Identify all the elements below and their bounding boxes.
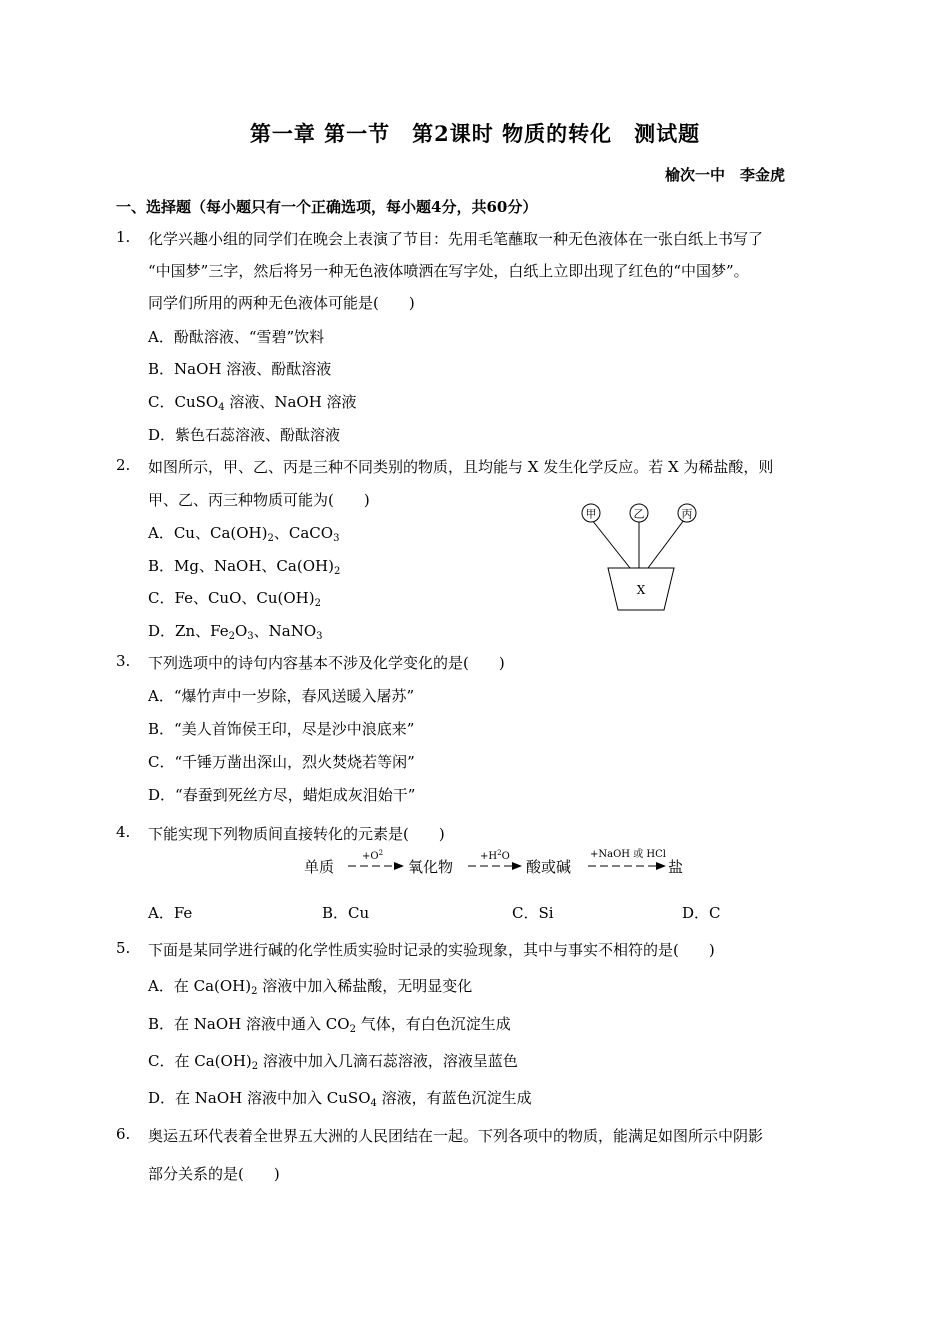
option-a: A．Fe	[148, 904, 193, 922]
option-c: C．在 $Ca(OH)_2$ 溶液中加入几滴石蕊溶液，溶液呈蓝色	[148, 1052, 518, 1072]
option-d: D．在 NaOH 溶液中加入 CuSO$_4$ 溶液，有蓝色沉淀生成	[148, 1089, 532, 1109]
question-number: 2.	[116, 456, 131, 474]
question-text: 同学们所用的两种无色液体可能是( )	[148, 294, 415, 312]
connector-line	[648, 520, 684, 568]
author: 榆次一中 李金虎	[665, 166, 786, 184]
option-c: C．Fe、CuO、$Cu(OH)_2$	[148, 589, 321, 609]
question-text: 部分关系的是( )	[148, 1165, 280, 1183]
question-text: “中国梦”三字，然后将另一种无色液体喷洒在写字处，白纸上立即出现了红色的“中国梦”。	[148, 262, 749, 280]
substance-jia-label: 甲	[585, 507, 597, 521]
option-b: B．“美人首饰侯王印，尽是沙中浪底来”	[148, 720, 415, 738]
question-text: 下面是某同学进行碱的化学性质实验时记录的实验现象，其中与事实不相符的是( )	[148, 941, 715, 959]
question-text: 如图所示，甲、乙、丙是三种不同类别的物质，且均能与 X 发生化学反应。若 X 为稀盐酸，则	[148, 458, 774, 476]
substance-yi-label: 乙	[633, 507, 645, 521]
question-number: 5.	[116, 939, 131, 957]
page-title: 第一章 第一节 第2课时 物质的转化 测试题	[249, 121, 701, 146]
option-b: B．NaOH 溶液、酚酞溶液	[148, 360, 332, 378]
question-text: 下能实现下列物质间直接转化的元素是( )	[148, 825, 445, 843]
question-text: 化学兴趣小组的同学们在晚会上表演了节目：先用毛笔蘸取一种无色液体在一张白纸上书写了	[148, 230, 764, 248]
connector-line	[592, 520, 630, 568]
chain-substance: 单质	[304, 858, 335, 876]
option-d: D．紫色石蕊溶液、酚酞溶液	[148, 426, 341, 444]
option-b: B．Cu	[322, 904, 370, 922]
conversion-chain	[300, 845, 720, 883]
option-d: D．“春蚕到死丝方尽，蜡炬成灰泪始干”	[148, 786, 416, 804]
reaction-diagram	[572, 498, 702, 616]
option-b: B．Mg、NaOH、$Ca(OH)_2$	[148, 557, 341, 577]
option-a: A．在 $Ca(OH)_2$ 溶液中加入稀盐酸，无明显变化	[148, 977, 473, 997]
arrow-head	[394, 862, 404, 870]
substance-bing-label: 丙	[681, 507, 693, 521]
question-number: 4.	[116, 823, 131, 841]
chain-substance: 酸或碱	[526, 858, 572, 876]
beaker-x-label: X	[636, 583, 646, 597]
question-number: 6.	[116, 1125, 131, 1143]
chain-substance: 盐	[668, 858, 684, 876]
reaction-condition: +NaOH 或 HCl	[590, 849, 666, 860]
option-a: A．Cu、$Ca(OH)_2$、CaCO$_3$	[148, 524, 340, 544]
option-a: A．酚酞溶液、“雪碧”饮料	[148, 328, 325, 346]
option-d: D．C	[682, 904, 721, 922]
question-text: 甲、乙、丙三种物质可能为( )	[148, 491, 370, 509]
question-text: 奥运五环代表着全世界五大洲的人民团结在一起。下列各项中的物质，能满足如图所示中阴影	[148, 1127, 764, 1145]
option-c: C．Si	[512, 904, 554, 922]
option-c: C．CuSO$_4$ 溶液、NaOH 溶液	[148, 393, 357, 413]
question-text: 下列选项中的诗句内容基本不涉及化学变化的是( )	[148, 654, 505, 672]
reaction-condition: $+H^2O$	[480, 849, 510, 862]
question-number: 3.	[116, 652, 131, 670]
option-d: D．Zn、$Fe_2O_3$、NaNO$_3$	[148, 622, 323, 642]
chain-substance: 氧化物	[408, 858, 454, 876]
question-number: 1.	[116, 228, 131, 246]
option-a: A．“爆竹声中一岁除，春风送暖入屠苏”	[148, 687, 415, 705]
arrow-head	[656, 862, 666, 870]
section-heading: 一、选择题（每小题只有一个正确选项，每小题4分，共60分）	[116, 198, 538, 216]
option-c: C．“千锤万凿出深山，烈火焚烧若等闲”	[148, 753, 415, 771]
reaction-condition: $+O^2$	[362, 849, 384, 862]
arrow-head	[512, 862, 522, 870]
option-b: B．在 NaOH 溶液中通入 $CO_2$ 气体，有白色沉淀生成	[148, 1015, 511, 1035]
